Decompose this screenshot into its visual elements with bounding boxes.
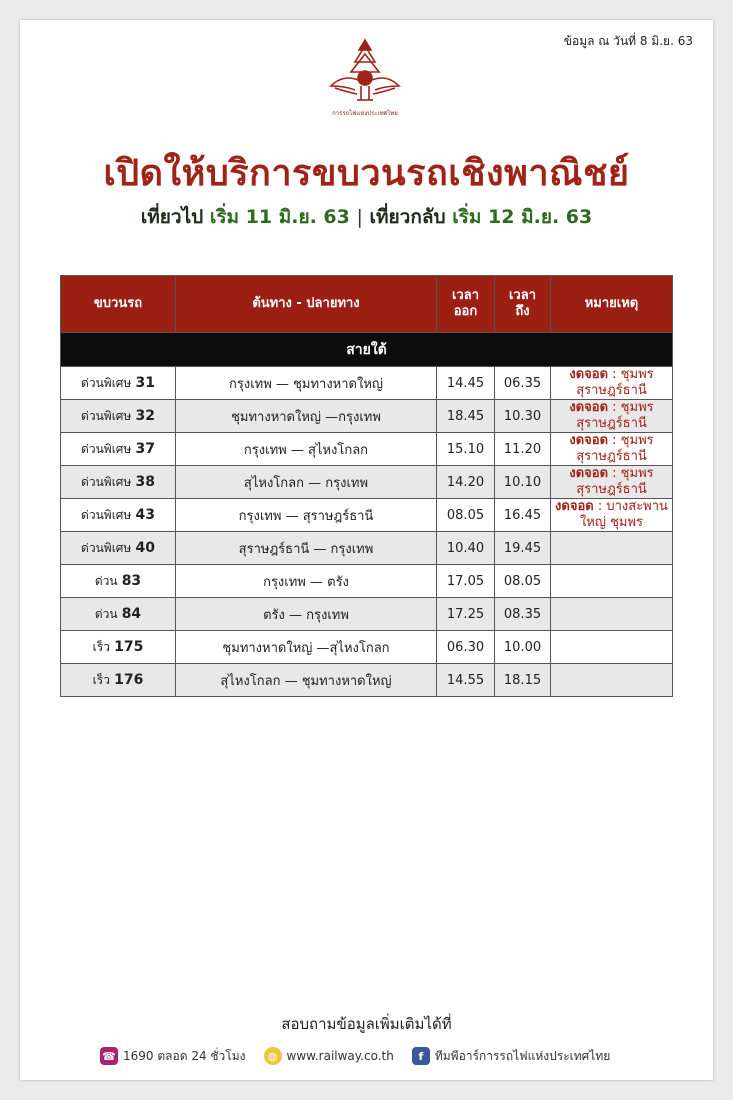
remark-cell [551,664,673,697]
table-row [61,367,673,400]
depart-cell: 06.30 [437,631,495,664]
remark-cell [551,565,673,598]
train-type: ด่วนพิเศษ [81,375,132,390]
depart-cell: 17.05 [437,565,495,598]
remark-label: งดจอด [569,466,609,482]
depart-cell: 15.10 [437,433,495,466]
train-cell [61,466,176,499]
schedule-table [60,275,673,697]
train-cell [61,400,176,433]
remark-cell [551,598,673,631]
section-row [61,333,673,367]
train-cell [61,532,176,565]
date-note: ข้อมูล ณ วันที่ 8 มิ.ย. 63 [563,34,693,48]
route-cell: สุไหงโกลก — ชุมทางหาดใหญ่ [176,664,437,697]
page-subtitle [20,202,713,232]
remark-cell [551,499,673,532]
route-cell: กรุงเทพ — สุราษฎร์ธานี [176,499,437,532]
remark-text: : ชุมพร สุราษฎร์ธานี [576,367,654,398]
train-cell [61,433,176,466]
remark-label: งดจอด [555,499,594,515]
table-row [61,598,673,631]
header-arrive [495,276,551,333]
header-route: ต้นทาง - ปลายทาง [176,276,437,333]
arrive-cell: 10.10 [495,466,551,499]
contact-facebook[interactable] [412,1047,610,1066]
srt-logo [325,36,405,122]
route-cell: สุราษฎร์ธานี — กรุงเทพ [176,532,437,565]
remark-text: : ชุมพร สุราษฎร์ธานี [576,400,654,431]
route-cell: ตรัง — กรุงเทพ [176,598,437,631]
arrive-cell: 08.05 [495,565,551,598]
depart-cell: 14.45 [437,367,495,400]
train-number: 84 [121,605,142,622]
route-cell: สุไหงโกลก — กรุงเทพ [176,466,437,499]
table-header-row [61,276,673,333]
train-type: ด่วนพิเศษ [81,507,132,522]
remark-cell [551,367,673,400]
train-cell [61,565,176,598]
table-row [61,466,673,499]
depart-cell: 17.25 [437,598,495,631]
remark-cell [551,631,673,664]
header-depart-line1: เวลา [451,287,479,303]
depart-cell: 10.40 [437,532,495,565]
train-number: 37 [135,440,155,457]
train-type: ด่วนพิเศษ [81,474,132,489]
train-cell [61,631,176,664]
return-date: เริ่ม 12 มิ.ย. 63 [452,206,593,228]
route-cell: ชุมทางหาดใหญ่ —สุไหงโกลก [176,631,437,664]
remark-label: งดจอด [569,400,609,416]
depart-cell: 08.05 [437,499,495,532]
train-cell [61,499,176,532]
train-type: เร็ว [92,672,110,687]
arrive-cell: 10.30 [495,400,551,433]
train-cell [61,367,176,400]
train-number: 83 [121,572,142,589]
globe-icon: ◍ [264,1047,282,1065]
train-number: 40 [135,539,155,556]
outbound-date: เริ่ม 11 มิ.ย. 63 [209,206,350,228]
return-label: เที่ยวกลับ [369,206,446,228]
train-number: 31 [135,374,155,391]
footer-contacts [100,1045,660,1067]
remark-text: : ชุมพร สุราษฎร์ธานี [576,433,654,464]
logo-caption: การรถไฟแห่งประเทศไทย [332,110,398,117]
header-train: ขบวนรถ [61,276,176,333]
table-row [61,631,673,664]
train-number: 175 [114,638,144,655]
remark-text: : ชุมพร สุราษฎร์ธานี [576,466,654,497]
route-cell: กรุงเทพ — สุไหงโกลก [176,433,437,466]
subtitle-separator: | [356,206,363,228]
route-cell: กรุงเทพ — ชุมทางหาดใหญ่ [176,367,437,400]
train-type: ด่วนพิเศษ [81,441,132,456]
remark-cell [551,433,673,466]
page-title: เปิดให้บริการขบวนรถเชิงพาณิชย์ [103,153,630,194]
section-southern: สายใต้ [61,333,673,367]
arrive-cell: 19.45 [495,532,551,565]
depart-cell: 18.45 [437,400,495,433]
train-number: 43 [135,506,155,523]
route-cell: ชุมทางหาดใหญ่ —กรุงเทพ [176,400,437,433]
arrive-cell: 18.15 [495,664,551,697]
header-depart [437,276,495,333]
table-row [61,565,673,598]
arrive-cell: 10.00 [495,631,551,664]
facebook-icon: f [412,1047,430,1065]
schedule-page [20,20,713,1080]
arrive-cell: 16.45 [495,499,551,532]
remark-text: : บางสะพานใหญ่ ชุมพร [579,499,668,530]
phone-text: 1690 ตลอด 24 ชั่วโมง [123,1048,246,1063]
table-row [61,664,673,697]
remark-cell [551,532,673,565]
train-cell [61,598,176,631]
phone-icon: ☎ [100,1047,118,1065]
header-arrive-line1: เวลา [508,287,536,303]
header-arrive-line2: ถึง [515,304,530,319]
table-row [61,400,673,433]
train-type: ด่วนพิเศษ [81,408,132,423]
website-link[interactable]: www.railway.co.th [286,1049,394,1063]
footer-question: สอบถามข้อมูลเพิ่มเติมได้ที่ [281,1015,452,1033]
arrive-cell: 11.20 [495,433,551,466]
remark-label: งดจอด [569,367,609,383]
contact-phone [100,1047,246,1066]
train-number: 38 [135,473,155,490]
table-row [61,532,673,565]
train-type: ด่วน [94,606,118,621]
srt-emblem-icon [325,36,405,108]
remark-label: งดจอด [569,433,609,449]
train-number: 176 [114,671,144,688]
train-type: เร็ว [92,639,110,654]
depart-cell: 14.55 [437,664,495,697]
train-cell [61,664,176,697]
outbound-label: เที่ยวไป [140,206,204,228]
route-cell: กรุงเทพ — ตรัง [176,565,437,598]
facebook-link[interactable]: ทีมพีอาร์การรถไฟแห่งประเทศไทย [434,1048,611,1063]
contact-website[interactable] [264,1047,394,1065]
train-type: ด่วน [94,573,118,588]
remark-cell [551,400,673,433]
table-row [61,433,673,466]
depart-cell: 14.20 [437,466,495,499]
table-row [61,499,673,532]
remark-cell [551,466,673,499]
arrive-cell: 06.35 [495,367,551,400]
arrive-cell: 08.35 [495,598,551,631]
train-type: ด่วนพิเศษ [81,540,132,555]
header-remark: หมายเหตุ [551,276,673,333]
header-depart-line2: ออก [453,304,478,319]
train-number: 32 [135,407,155,424]
